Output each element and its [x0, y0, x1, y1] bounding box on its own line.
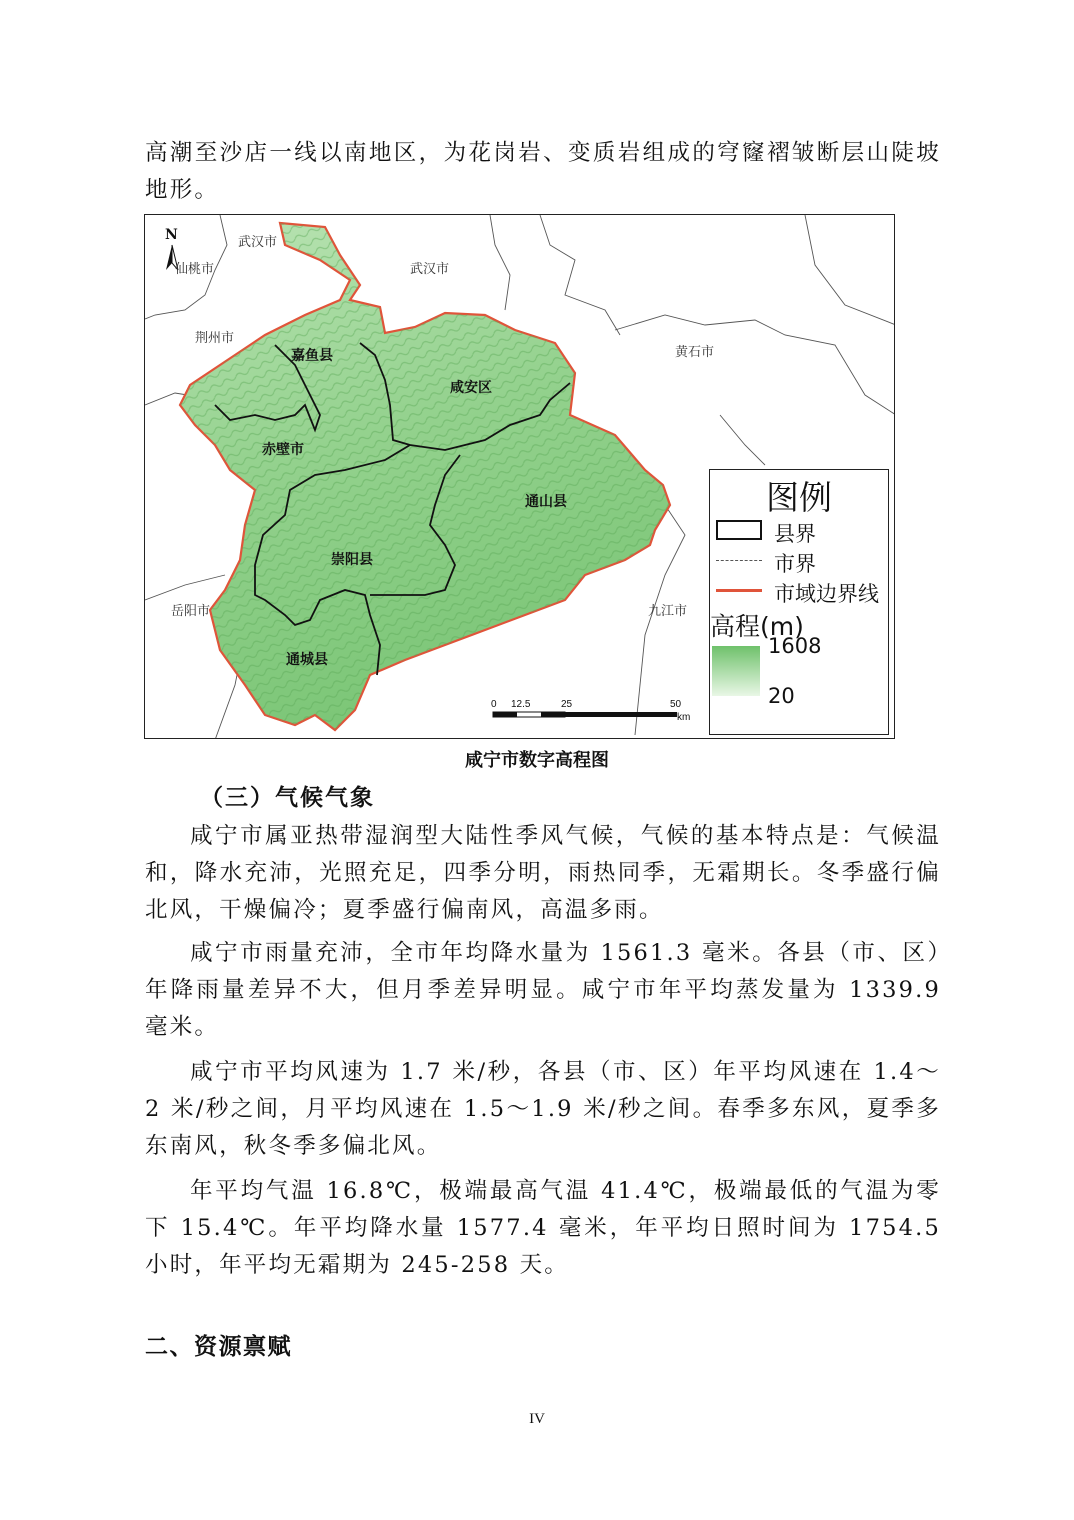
- climate-paragraph-2: 咸宁市雨量充沛，全市年均降水量为 1561.3 毫米。各县（市、区）年降雨量差异不大，但月季差异明显。咸宁市年平均蒸发量为 1339.9 毫米。: [145, 940, 941, 1040]
- elevation-min: 20: [768, 684, 795, 708]
- scale-bar: [487, 695, 707, 725]
- page-number: IV: [529, 1411, 545, 1427]
- legend-city-border-label: 市界: [774, 552, 816, 576]
- elevation-map: [144, 214, 895, 739]
- scale-tick-1: 12.5: [511, 699, 531, 710]
- legend-title: 图例: [766, 478, 832, 517]
- city-boundary-swatch: [716, 589, 762, 592]
- elevation-title: 高程(m): [710, 612, 804, 641]
- scale-tick-3: 50: [670, 699, 682, 710]
- legend-county-border-label: 县界: [774, 522, 816, 546]
- label-jingzhou: 荆州市: [195, 331, 235, 346]
- label-tongshan: 通山县: [525, 494, 567, 510]
- label-wuhan-2: 武汉市: [410, 262, 450, 277]
- legend-city-boundary-label: 市域边界线: [774, 582, 879, 606]
- label-jiujiang: 九江市: [648, 604, 688, 619]
- section-two-title: 二、资源禀赋: [145, 1334, 292, 1360]
- figure-caption: 咸宁市数字高程图: [465, 750, 609, 771]
- scale-tick-0: 0: [491, 699, 497, 710]
- label-jiayu: 嘉鱼县: [291, 348, 333, 364]
- legend-city-boundary: [716, 578, 886, 604]
- intro-paragraph: 高潮至沙店一线以南地区，为花岗岩、变质岩组成的穹窿褶皱断层山陡坡地形。: [145, 140, 941, 203]
- label-yueyang: 岳阳市: [171, 604, 211, 619]
- scale-tick-2: 25: [561, 699, 573, 710]
- label-chongyang: 崇阳县: [331, 552, 373, 568]
- city-border-swatch: [716, 560, 762, 561]
- elevation-ramp: [712, 646, 760, 696]
- label-wuhan-1: 武汉市: [238, 235, 278, 250]
- label-xiantao: 仙桃市: [175, 262, 215, 277]
- label-chibi: 赤壁市: [262, 442, 304, 458]
- north-label: N: [165, 227, 178, 243]
- legend-county-border: [716, 518, 886, 544]
- legend-city-border: [716, 548, 886, 574]
- county-border-swatch: [716, 520, 762, 540]
- label-xianan: 咸安区: [450, 380, 492, 396]
- map-legend: [709, 469, 889, 735]
- climate-paragraph-1: 咸宁市属亚热带湿润型大陆性季风气候，气候的基本特点是：气候温和，降水充沛，光照充足，四季分明，雨热同季，无霜期长。冬季盛行偏北风，干燥偏冷；夏季盛行偏南风，高温多雨。: [145, 823, 941, 923]
- label-huangshi: 黄石市: [675, 345, 715, 360]
- climate-paragraph-3: 咸宁市平均风速为 1.7 米/秒，各县（市、区）年平均风速在 1.4～2 米/秒之间，月平均风速在 1.5～1.9 米/秒之间。春季多东风，夏季多东南风，秋冬季多偏北风。: [145, 1059, 941, 1159]
- section-three-title: （三）气候气象: [200, 785, 375, 811]
- label-tongcheng: 通城县: [286, 652, 328, 668]
- scale-unit: km: [677, 712, 691, 723]
- elevation-max: 1608: [768, 634, 822, 658]
- climate-paragraph-4: 年平均气温 16.8℃，极端最高气温 41.4℃，极端最低的气温为零下 15.4℃。年平均降水量 1577.4 毫米，年平均日照时间为 1754.5 小时，年平均无霜期为 245-258 天。: [145, 1178, 941, 1278]
